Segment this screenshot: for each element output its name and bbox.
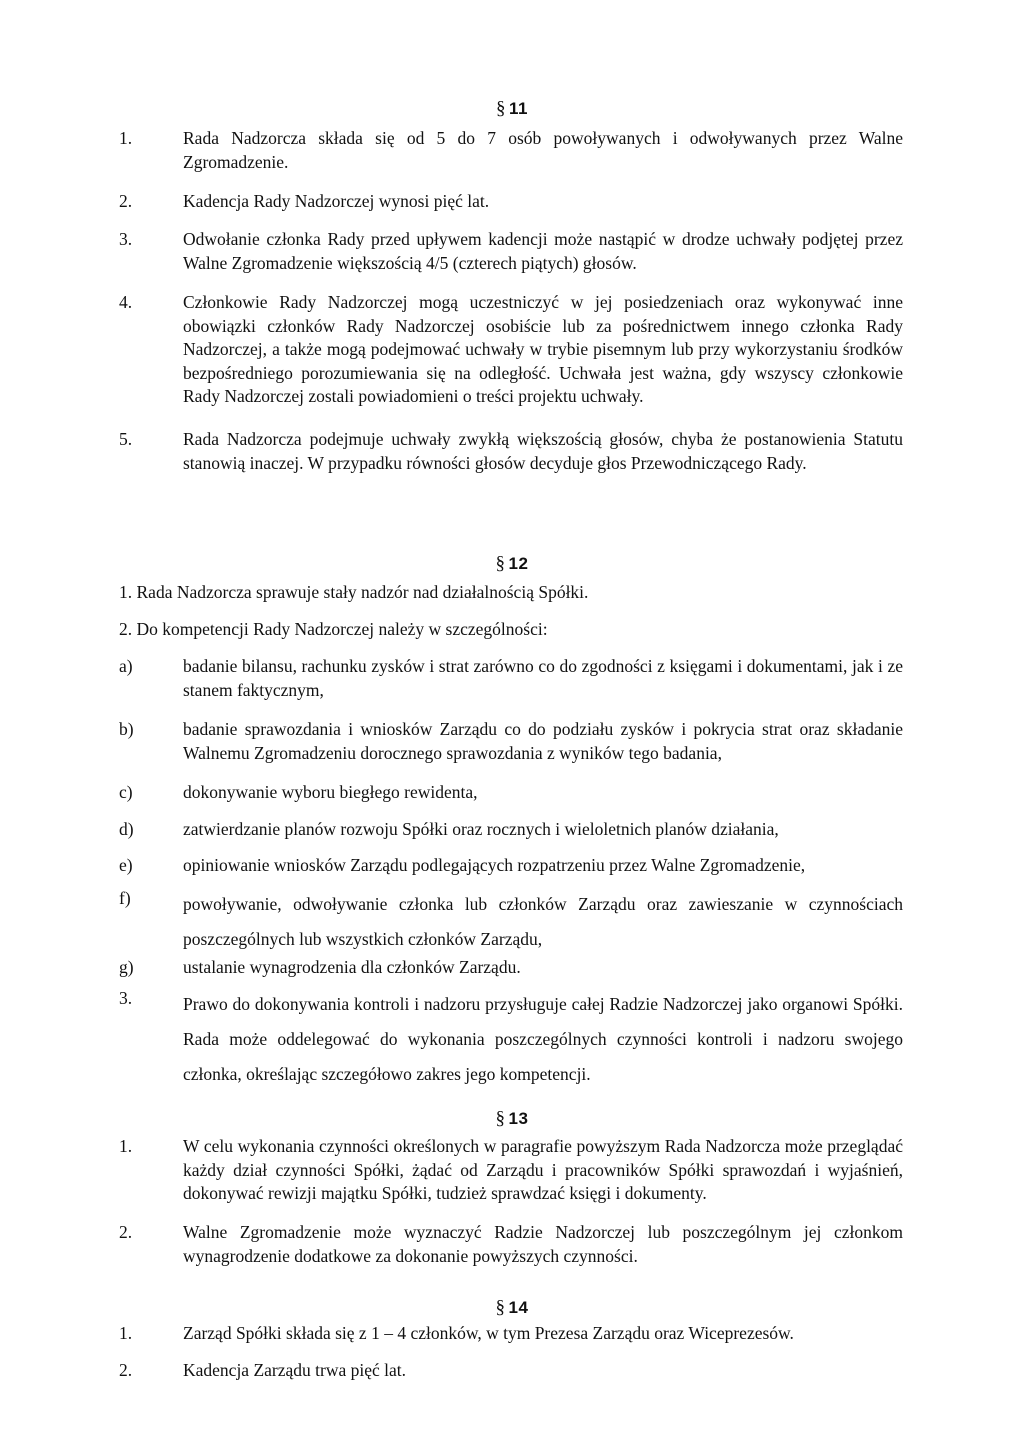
item-number: 2. [119,1222,133,1242]
item-text: Odwołanie członka Rady przed upływem kadencji może nastąpić w drodze uchwały podjętej przez Walne Zgromadzenie większością 4/5 (czterech piątych) głosów. [183,229,903,273]
item-number: 3. [119,988,133,1008]
item-text: Członkowie Rady Nadzorczej mogą uczestniczyć w jej posiedzeniach oraz wykonywać inne obowiązki członków Rady Nadzorczej osobiście lub za pośrednictwem innego członka Rady Nadzorczej, a także mogą podejmować uchwały w trybie pisemnym lub przy wykorzystaniu środków bezpośredniego porozumiewania się na odległość. Uchwała jest ważna, gdy wszyscy członkowie Rady Nadzorczej zostali powiadomieni o treści projektu uchwały. [183,292,903,406]
item-text: Zarząd Spółki składa się z 1 – 4 członków, w tym Prezesa Zarządu oraz Wiceprezesów. [183,1323,794,1343]
item-letter: a) [119,656,133,676]
item-text: Prawo do dokonywania kontroli i nadzoru przysługuje całej Radzie Nadzorczej jako organowi Spółki. Rada może oddelegować do wykonania poszczególnych czynności kontroli i nadzoru swojego członka, określając szczegółowo zakres jego kompetencji. [183,994,903,1084]
item-text: Kadencja Rady Nadzorczej wynosi pięć lat. [183,191,490,211]
item-text: Rada Nadzorcza podejmuje uchwały zwykłą większością głosów, chyba że postanowienia Statutu stanowią inaczej. W przypadku równości głosów decyduje głos Przewodniczącego Rady. [183,429,903,473]
section-11-heading [0,98,1024,120]
section-sign: § [495,1108,506,1129]
item-number: 5. [119,429,133,449]
item-number: 1. [119,1323,133,1343]
item-text: badanie bilansu, rachunku zysków i strat zarówno co do zgodności z księgami i dokumentami, jak i ze stanem faktycznym, [183,656,903,700]
section-12-heading [0,553,1024,575]
section-sign: § [495,1297,506,1318]
item-text: ustalanie wynagrodzenia dla członków Zarządu. [183,957,521,977]
item-text: powoływanie, odwoływanie członka lub członków Zarządu oraz zawieszanie w czynnościach poszczególnych lub wszystkich członków Zarządu, [183,894,903,949]
item-text: opiniowanie wniosków Zarządu podlegających rozpatrzeniu przez Walne Zgromadzenie, [183,855,806,875]
item-number: 4. [119,292,133,312]
item-text: dokonywanie wyboru biegłego rewidenta, [183,782,478,802]
item-number: 1. [119,1136,133,1156]
section-sign: § [496,98,506,119]
item-letter: d) [119,819,134,839]
paragraph-text: 1. Rada Nadzorcza sprawuje stały nadzór nad działalnością Spółki. [119,582,589,602]
item-letter: c) [119,782,133,802]
item-text: Rada Nadzorcza składa się od 5 do 7 osób powoływanych i odwoływanych przez Walne Zgromadzenie. [183,128,903,172]
item-text: zatwierdzanie planów rozwoju Spółki oraz rocznych i wieloletnich planów działania, [183,819,779,839]
section-number: 14 [508,1298,529,1317]
item-text: badanie sprawozdania i wniosków Zarządu co do podziału zysków i pokrycia strat oraz składanie Walnemu Zgromadzeniu dorocznego sprawozdania z wyników tego badania, [183,719,903,763]
item-letter: g) [119,957,134,977]
section-sign: § [495,553,506,574]
item-letter: f) [119,888,131,908]
item-number: 1. [119,128,133,148]
section-number: 12 [508,554,529,573]
item-number: 3. [119,229,133,249]
item-number: 2. [119,191,133,211]
item-letter: e) [119,855,133,875]
section-number: 13 [508,1109,529,1128]
item-text: Walne Zgromadzenie może wyznaczyć Radzie Nadzorczej lub poszczególnym jej członkom wynagrodzenie dodatkowe za dokonanie powyższych czynności. [183,1222,903,1266]
item-text: W celu wykonania czynności określonych w paragrafie powyższym Rada Nadzorcza może przeglądać każdy dział czynności Spółki, żądać od Zarządu i pracowników Spółki sprawozdań i wyjaśnień, dokonywać rewizji majątku Spółki, tudzież sprawdzać księgi i dokumenty. [183,1136,903,1203]
item-text: Kadencja Zarządu trwa pięć lat. [183,1360,406,1380]
paragraph-text: 2. Do kompetencji Rady Nadzorczej należy w szczególności: [119,619,548,639]
item-number: 2. [119,1360,133,1380]
section-number: 11 [509,99,528,118]
section-14-heading [0,1297,1024,1319]
item-letter: b) [119,719,134,739]
section-13-heading [0,1108,1024,1130]
